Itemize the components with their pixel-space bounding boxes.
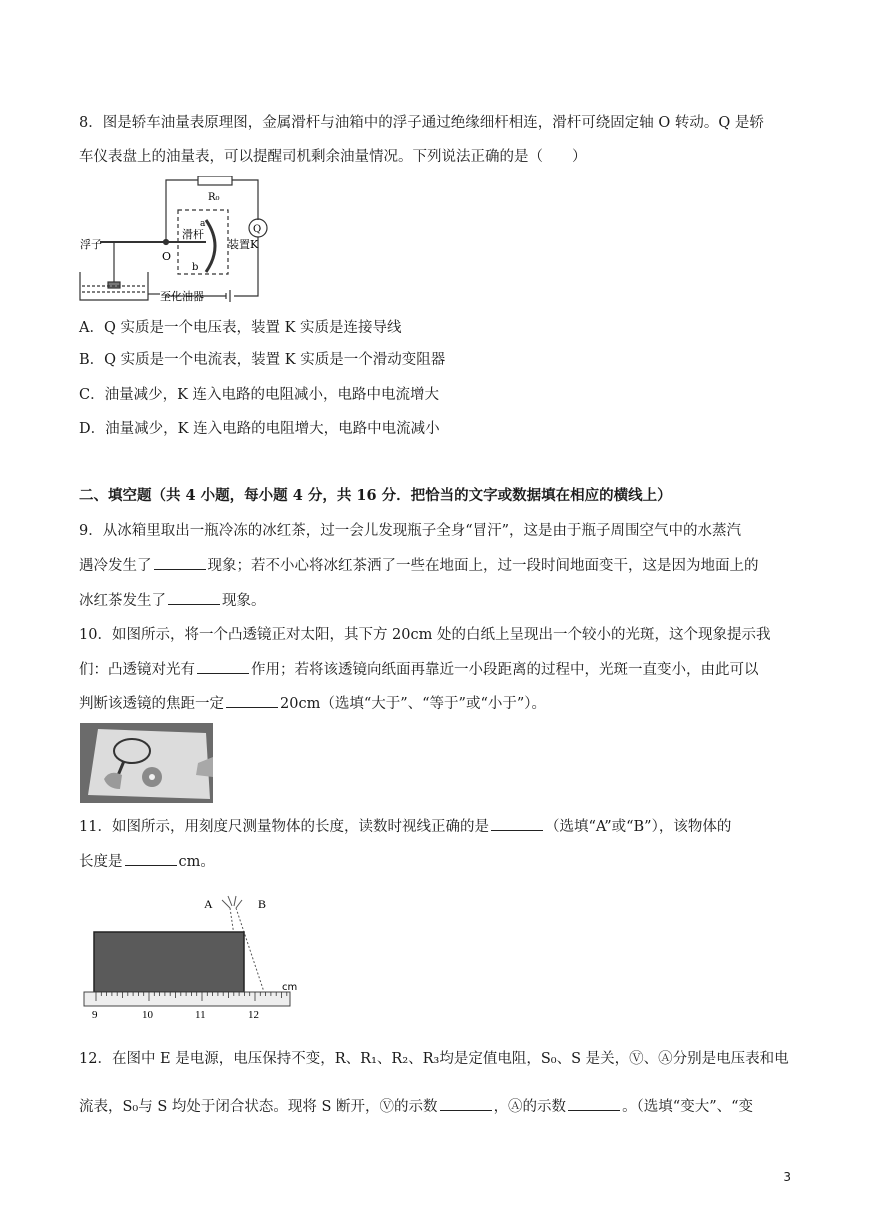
q9-blank-2[interactable] [168, 590, 220, 605]
q10-line3-part2: 20cm（选填“大于”、“等于”或“小于”）。 [280, 696, 547, 712]
q9-line2-part1: 遇冷发生了 [79, 558, 152, 574]
q11-blank-1[interactable] [491, 816, 543, 831]
q9-line1: 9．从冰箱里取出一瓶冷冻的冰红茶，过一会儿发现瓶子全身“冒汗”，这是由于瓶子周围空气中的水蒸汽 [79, 523, 742, 539]
q11-line1 [79, 816, 731, 837]
ruler-label-b: B [258, 897, 267, 911]
q11-line1-part2: （选填“A”或“B”），该物体的 [544, 819, 732, 835]
fig-label-a: a [200, 219, 206, 229]
ruler-unit: cm [282, 982, 298, 993]
ruler-tick-10: 10 [142, 1009, 153, 1021]
fig-label-q: Q [253, 224, 262, 235]
q10-blank-2[interactable] [226, 693, 278, 708]
fig-label-o: O [162, 250, 172, 263]
q9-line3 [79, 590, 266, 611]
q11-line1-part1: 11．如图所示，用刻度尺测量物体的长度，读数时视线正确的是 [79, 819, 489, 835]
q10-line2 [79, 659, 759, 680]
q10-line3-part1: 判断该透镜的焦距一定 [79, 696, 224, 712]
q9-line2-part2: 现象；若不小心将冰红茶洒了一些在地面上，过一段时间地面变干，这是因为地面上的 [207, 558, 759, 574]
q8-text-line2: 车仪表盘上的油量表，可以提醒司机剩余油量情况。下列说法正确的是（ ） [79, 149, 587, 165]
q11-line2-part2: cm。 [178, 854, 215, 870]
q11-blank-2[interactable] [125, 851, 177, 866]
fig-label-b: b [192, 262, 199, 273]
page-number: 3 [783, 1170, 791, 1184]
ruler-measurement-figure [80, 890, 300, 1022]
fig-label-float: 浮子 [80, 238, 102, 251]
ruler-tick-11: 11 [195, 1009, 206, 1021]
q11-line2 [79, 851, 215, 872]
q12-line2-part3: 。（选填“变大”、“变 [622, 1099, 754, 1115]
q12-line2-part2: ，Ⓐ的示数 [493, 1099, 567, 1115]
q9-blank-1[interactable] [154, 555, 206, 570]
q12-blank-1[interactable] [440, 1096, 492, 1111]
ruler-tick-9: 9 [92, 1009, 98, 1021]
ruler-tick-12: 12 [248, 1009, 259, 1021]
q9-line2 [79, 555, 759, 576]
q12-line2-part1: 流表，S₀与 S 均处于闭合状态。现将 S 断开，Ⓥ的示数 [79, 1099, 438, 1115]
q10-blank-1[interactable] [197, 659, 249, 674]
q8-option-c: C．油量减少，K 连入电路的电阻减小，电路中电流增大 [79, 387, 440, 403]
q10-line1: 10．如图所示，将一个凸透镜正对太阳，其下方 20cm 处的白纸上呈现出一个较小的光斑，这个现象提示我 [79, 627, 771, 643]
q8-option-d: D．油量减少，K 连入电路的电阻增大，电路中电流减小 [79, 421, 440, 437]
q12-line2 [79, 1096, 753, 1117]
section2-title: 二、填空题（共 4 小题，每小题 4 分，共 16 分．把恰当的文字或数据填在相应的横线上） [79, 487, 672, 504]
lens-photo-figure [80, 723, 213, 803]
q8-text-line1: 8．图是轿车油量表原理图，金属滑杆与油箱中的浮子通过绝缘细杆相连，滑杆可绕固定轴 O 转动。Q 是轿 [79, 115, 764, 131]
q9-line3-part1: 冰红茶发生了 [79, 593, 166, 609]
fuel-gauge-circuit-figure [78, 176, 278, 308]
q10-line2-part1: 们：凸透镜对光有 [79, 662, 195, 678]
fig-label-r0: R₀ [208, 192, 220, 203]
q8-option-b: B．Q 实质是一个电流表，装置 K 实质是一个滑动变阻器 [79, 352, 446, 368]
q10-line2-part2: 作用；若将该透镜向纸面再靠近一小段距离的过程中，光斑一直变小，由此可以 [251, 662, 759, 678]
q9-line3-part2: 现象。 [222, 593, 266, 609]
q12-blank-2[interactable] [568, 1096, 620, 1111]
q10-line3 [79, 693, 546, 714]
fig-label-device-k: 装置K [228, 238, 259, 251]
q12-line1: 12．在图中 E 是电源，电压保持不变，R、R₁、R₂、R₃均是定值电阻，S₀、S 是关，Ⓥ、Ⓐ分别是电压表和电 [79, 1051, 789, 1067]
ruler-label-a: A [204, 897, 213, 911]
q11-line2-part1: 长度是 [79, 854, 123, 870]
fig-label-slider: 滑杆 [182, 228, 204, 241]
q8-option-a: A．Q 实质是一个电压表，装置 K 实质是连接导线 [79, 320, 402, 336]
fig-label-to-engine: 至化油器 [160, 290, 204, 303]
